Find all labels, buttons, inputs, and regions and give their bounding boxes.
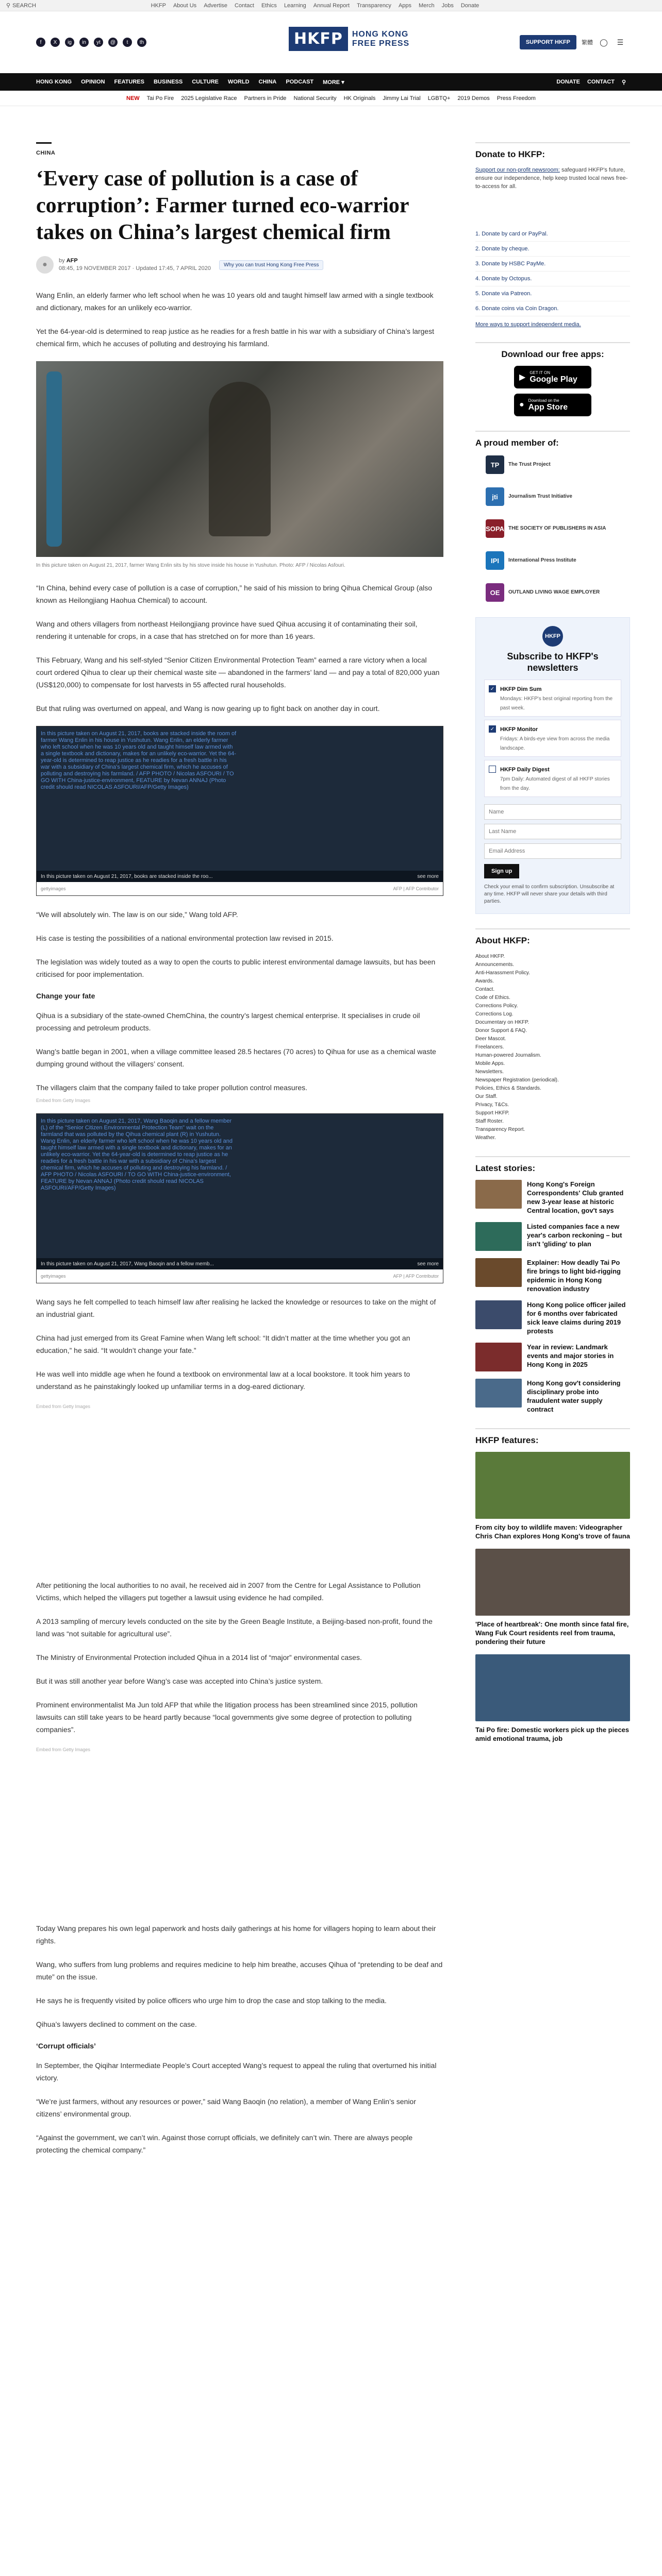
- trending-link[interactable]: 2019 Demos: [457, 95, 490, 101]
- newsletter-option[interactable]: HKFP Daily Digest 7pm Daily: Automated digest of all HKFP stories from the day.: [484, 760, 621, 797]
- checkbox-icon[interactable]: ✓: [489, 685, 496, 692]
- byline: ● by AFP 08:45, 19 NOVEMBER 2017 · Updated 17:45, 7 APRIL 2020 Why you can trust Hong Kong Free Press: [36, 256, 443, 274]
- paragraph: “We will absolutely win. The law is on our side,” Wang told AFP.: [36, 910, 238, 919]
- feature-image[interactable]: [475, 1452, 630, 1519]
- about-link[interactable]: Mobile Apps.: [475, 1060, 505, 1066]
- first-name-input[interactable]: [484, 804, 621, 820]
- story-title[interactable]: Listed companies face a new year's carbon reckoning – but isn't 'gliding' to plan: [527, 1223, 622, 1248]
- avatar: ●: [36, 256, 54, 274]
- donate-method-link[interactable]: 2. Donate by cheque.: [475, 242, 630, 257]
- newsletter-widget: [475, 617, 630, 914]
- trending-link[interactable]: Jimmy Lai Trial: [383, 95, 421, 101]
- story-item[interactable]: [475, 1222, 630, 1251]
- paragraph: He was well into middle age when he found a textbook on environmental law at a local bookstore. It took him years to understand as he painstakingly looked up unfamiliar terms in a dog-eared dictionary.: [36, 1370, 410, 1391]
- paragraph: In September, the Qiqihar Intermediate People’s Court accepted Wang’s request to appeal the ruling that overturned his initial victory.: [36, 2061, 437, 2082]
- embed-note[interactable]: Embed from Getty Images: [36, 1404, 91, 1409]
- email-input[interactable]: [484, 843, 621, 859]
- search-icon: ⚲: [6, 3, 11, 9]
- story-item[interactable]: [475, 1379, 630, 1414]
- photo-caption: In this picture taken on August 21, 2017, farmer Wang Enlin sits by his stove inside his house in Yushutun. Photo: AFP / Nicolas Asfouri.: [36, 563, 345, 568]
- getty-embed[interactable]: [36, 1113, 443, 1283]
- feature-item[interactable]: [475, 1549, 630, 1646]
- checkbox-icon[interactable]: [489, 766, 496, 773]
- feature-image[interactable]: [475, 1654, 630, 1721]
- feature-title[interactable]: 'Place of heartbreak': One month since fatal fire, Wang Fuk Court residents reel from trauma, pondering their future: [475, 1620, 629, 1646]
- user-icon[interactable]: ◯: [600, 38, 608, 46]
- hkfp-badge: HKFP: [542, 626, 563, 647]
- utility-link[interactable]: Apps: [398, 2, 412, 9]
- feature-image[interactable]: [475, 1549, 630, 1616]
- top-utility-bar: [0, 0, 662, 11]
- about-link[interactable]: Corrections Policy.: [475, 1003, 518, 1009]
- paragraph: “We’re just farmers, without any resources or power,” said Wang Baoqin (no relation), a member of Wang Enlin’s senior citizens’ environmental group.: [36, 2097, 416, 2118]
- about-link[interactable]: Freelancers.: [475, 1044, 504, 1050]
- nav-item[interactable]: BUSINESS: [153, 79, 183, 85]
- article-category[interactable]: CHINA: [36, 150, 56, 156]
- paragraph: Prominent environmentalist Ma Jun told AFP that while the litigation process has been streamlined since 2015, pollution lawsuits can still take years to be heard partly because “local governments give some degree of protection to polluting companies”.: [36, 1701, 418, 1734]
- utility-link[interactable]: Ethics: [261, 2, 277, 9]
- publish-date: 08:45, 19 NOVEMBER 2017 · Updated 17:45, 7 APRIL 2020: [59, 265, 211, 272]
- story-thumbnail[interactable]: [475, 1222, 522, 1251]
- play-icon: ▶: [519, 373, 526, 382]
- story-thumbnail[interactable]: [475, 1343, 522, 1371]
- donate-methods: [475, 227, 630, 316]
- story-item[interactable]: [475, 1258, 630, 1293]
- trending-link[interactable]: Tai Po Fire: [146, 95, 174, 101]
- about-link[interactable]: Awards.: [475, 978, 494, 984]
- paragraph: Wang says he felt compelled to teach himself law after realising he lacked the knowledge or resources to take on the might of an industrial giant.: [36, 1298, 436, 1318]
- about-link[interactable]: Weather.: [475, 1134, 496, 1141]
- paragraph: “Against the government, we can’t win. Against those corrupt officials, we definitely can’t win. There are always people protecting the chemical company.”: [36, 2133, 413, 2154]
- apps-widget: [475, 342, 630, 416]
- utility-link[interactable]: Annual Report: [313, 2, 350, 9]
- nav-item[interactable]: MORE ▾: [323, 79, 344, 86]
- paragraph: The villagers claim that the company failed to take proper pollution control measures.: [36, 1083, 308, 1092]
- member-logo[interactable]: IPI International Press Institute: [486, 550, 630, 571]
- about-link[interactable]: Our Staff.: [475, 1093, 498, 1099]
- story-title[interactable]: Hong Kong gov't considering disciplinary probe into fraudulent water supply contract: [527, 1379, 621, 1413]
- embed-credit: AFP | AFP Contributor: [393, 886, 439, 891]
- subscribe-note: Check your email to confirm subscription. Unsubscribe at any time. HKFP will never share your details with third parties.: [484, 884, 615, 904]
- trending-link[interactable]: HK Originals: [343, 95, 376, 101]
- site-logo[interactable]: [289, 27, 409, 51]
- article: [36, 142, 443, 2167]
- embed-bar-caption: In this picture taken on August 21, 2017, Wang Baoqin and a fellow memb...: [41, 1261, 214, 1267]
- donate-method-link[interactable]: 5. Donate via Patreon.: [475, 286, 630, 301]
- member-logo[interactable]: jti Journalism Trust Initiative: [486, 486, 630, 507]
- nav-item[interactable]: HONG KONG: [36, 79, 72, 85]
- newsletter-title: Subscribe to HKFP's newsletters: [507, 651, 599, 673]
- donate-method-link[interactable]: 1. Donate by card or PayPal.: [475, 227, 630, 242]
- features-title: HKFP features:: [475, 1435, 539, 1445]
- embed-bar-caption: In this picture taken on August 21, 2017, books are stacked inside the roo...: [41, 873, 213, 879]
- about-link[interactable]: Transparency Report.: [475, 1126, 525, 1132]
- story-title[interactable]: Hong Kong's Foreign Correspondents' Club granted new 3-year lease at historic Central location, gov't says: [527, 1180, 624, 1214]
- about-link[interactable]: Newsletters.: [475, 1069, 504, 1075]
- subheading: ‘Corrupt officials’: [36, 2042, 96, 2050]
- new-badge: NEW: [126, 95, 140, 101]
- linkedin-icon[interactable]: in: [79, 38, 89, 47]
- sign-up-button[interactable]: Sign up: [484, 864, 519, 878]
- utility-link[interactable]: Merch: [419, 2, 435, 9]
- paragraph: A 2013 sampling of mercury levels conducted on the site by the Green Beagle Institute, a Beijing-based non-profit, found the land was “not suitable for agricultural use”.: [36, 1617, 433, 1638]
- paragraph: After petitioning the local authorities to no avail, he received aid in 2007 from the Centre for Legal Assistance to Pollution Victims, which helped the villagers put together a lawsuit using evidence he had compiled.: [36, 1581, 421, 1602]
- story-item[interactable]: [475, 1343, 630, 1371]
- donate-widget: Donate to HKFP: Support our non-profit newsroom: safeguard HKFP's future, ensure our independence, help keep trusted local news free-to-access for all. 1. Donate by card or PayPal. 2. Donate by cheque. 3. Donate by HSBC PayMe. 4. Donate by Octopus. 5. Donate via Patreon. 6. Donate coins via Coin Dragon. More ways to support independent media.: [475, 142, 630, 328]
- utility-link[interactable]: About Us: [173, 2, 197, 9]
- donate-title: Donate to HKFP:: [475, 149, 545, 159]
- about-link[interactable]: Announcements.: [475, 961, 515, 968]
- feature-title[interactable]: From city boy to wildlife maven: Videographer Chris Chan explores Hong Kong's trove of fauna: [475, 1523, 630, 1540]
- latest-stories-widget: [475, 1156, 630, 1414]
- last-name-input[interactable]: [484, 824, 621, 839]
- google-play-button[interactable]: ▶ GET IT ON Google Play: [514, 366, 591, 388]
- member-widget: [475, 431, 630, 603]
- about-link[interactable]: Code of Ethics.: [475, 994, 510, 1001]
- embed-see-more[interactable]: see more: [417, 873, 439, 879]
- feature-title[interactable]: Tai Po fire: Domestic workers pick up the pieces amid emotional trauma, job: [475, 1726, 630, 1742]
- logo-line-2: FREE PRESS: [352, 39, 410, 48]
- nav-item[interactable]: WORLD: [227, 79, 250, 85]
- paragraph: Wang Enlin, an elderly farmer who left school when he was 10 years old and taught himself law armed with a single textbook and dictionary, makes for an unlikely eco-warrior.: [36, 291, 434, 312]
- about-title: About HKFP:: [475, 936, 530, 945]
- donate-method-link[interactable]: 3. Donate by HSBC PayMe.: [475, 257, 630, 272]
- lead-photo: [36, 361, 443, 557]
- nav-item[interactable]: PODCAST: [286, 79, 314, 85]
- member-logo[interactable]: OE OUTLAND LIVING WAGE EMPLOYER: [486, 582, 630, 603]
- features-widget: [475, 1428, 630, 1743]
- trending-link[interactable]: LGBTQ+: [427, 95, 451, 101]
- story-item[interactable]: [475, 1180, 630, 1215]
- tiktok-icon[interactable]: th: [137, 38, 146, 47]
- social-links: [36, 38, 146, 47]
- paragraph: “In China, behind every case of pollution is a case of corruption,” he said of his mission to bring Qihua Chemical Group (also known as Heilongjiang Haohua Chemical) to account.: [36, 584, 433, 604]
- paragraph: Today Wang prepares his own legal paperwork and hosts daily gatherings at his home for villagers hoping to learn about their rights.: [36, 1924, 436, 1945]
- about-link[interactable]: Anti-Harassment Policy.: [475, 970, 530, 976]
- nav-donate[interactable]: DONATE: [556, 79, 580, 85]
- about-link[interactable]: Privacy, T&Cs.: [475, 1101, 509, 1108]
- threads-icon[interactable]: @: [108, 38, 118, 47]
- story-title[interactable]: Explainer: How deadly Tai Po fire brings to light bid-rigging epidemic in Hong Kong renovation industry: [527, 1259, 621, 1293]
- embed-caption: In this picture taken on August 21, 2017, Wang Baoqin and a fellow member (L) of the "Senior Citizen Environmental Protection Team" wait on the farmland that was polluted by the Qihua chemical plant (R) in Yushutun. Wang Enlin, an elderly farmer who left school when he was 10 years old and taught himself law armed with a single textbook and dictionary, makes for an unlikely eco-warrior. Yet the 64-year-old is determined to reap justice as he readies for a fresh battle in his war with a subsidiary of China's largest chemical firm, which he accuses of polluting and destroying his farmland. / AFP PHOTO / Nicolas ASFOURI / TO GO WITH China-justice-environment, FEATURE by Nevan ANNAJ (Photo credit should read NICOLAS ASFOURI/AFP/Getty Images): [41, 1118, 233, 1191]
- about-link[interactable]: About HKFP.: [475, 953, 505, 959]
- utility-link[interactable]: Transparency: [357, 2, 391, 9]
- feature-item[interactable]: [475, 1452, 630, 1540]
- story-item[interactable]: [475, 1300, 630, 1335]
- instagram-icon[interactable]: ig: [65, 38, 74, 47]
- paragraph: Yet the 64-year-old is determined to reap justice as he readies for a fresh battle in his war with a subsidiary of China’s largest chemical firm, which he accuses of polluting and destroying his farmland.: [36, 327, 434, 348]
- paragraph: This February, Wang and his self-styled “Senior Citizen Environmental Protection Team” earned a rare victory when a local court ordered Qihua to clear up their chemical waste site — abandoned in the farmers’ land — and pay a total of 820,000 yuan (US$120,000) to compensate for lost harvests in 55 affected rural households.: [36, 656, 440, 689]
- more-ways-link[interactable]: More ways to support independent media.: [475, 321, 581, 328]
- about-link[interactable]: Documentary on HKFP.: [475, 1019, 529, 1025]
- main-nav: [0, 73, 662, 91]
- about-link[interactable]: Contact.: [475, 986, 495, 992]
- utility-link[interactable]: Contact: [235, 2, 254, 9]
- story-thumbnail[interactable]: [475, 1180, 522, 1209]
- about-link[interactable]: Newspaper Registration (periodical).: [475, 1077, 559, 1083]
- utility-links: [151, 3, 479, 9]
- x-icon[interactable]: X: [51, 38, 60, 47]
- utility-link[interactable]: Jobs: [441, 2, 454, 9]
- author-name[interactable]: AFP: [66, 258, 78, 264]
- utility-link[interactable]: HKFP: [151, 2, 166, 9]
- menu-icon[interactable]: ☰: [617, 38, 624, 46]
- about-link[interactable]: Deer Mascot.: [475, 1036, 506, 1042]
- paragraph: China had just emerged from its Great Famine when Wang left school: “It didn’t matter at the time whether you got an education,” he said. “It wouldn’t change your fate.”: [36, 1334, 410, 1354]
- trust-link[interactable]: Why you can trust Hong Kong Free Press: [219, 260, 324, 270]
- logo-mark: HKFP: [289, 27, 348, 51]
- about-link[interactable]: Staff Roster.: [475, 1118, 504, 1124]
- story-thumbnail[interactable]: [475, 1300, 522, 1329]
- trending-link[interactable]: National Security: [293, 95, 337, 101]
- getty-embed[interactable]: [36, 726, 443, 896]
- embed-see-more[interactable]: see more: [417, 1261, 439, 1267]
- about-link[interactable]: Corrections Log.: [475, 1011, 514, 1017]
- telegram-icon[interactable]: t: [123, 38, 132, 47]
- paragraph: His case is testing the possibilities of a national environmental protection law revised in 2015.: [36, 934, 334, 942]
- embed-note[interactable]: Embed from Getty Images: [36, 1747, 91, 1752]
- about-widget: [475, 928, 630, 1142]
- embed-note[interactable]: Embed from Getty Images: [36, 1098, 91, 1103]
- member-logo[interactable]: TP The Trust Project: [486, 454, 630, 475]
- nav-item[interactable]: FEATURES: [114, 79, 144, 85]
- latest-title: Latest stories:: [475, 1163, 536, 1173]
- language-switch[interactable]: 繁體: [582, 40, 593, 46]
- getty-logo[interactable]: gettyimages: [41, 1274, 66, 1279]
- donate-intro-link[interactable]: Support our non-profit newsroom:: [475, 167, 560, 173]
- paragraph: The legislation was widely touted as a way to open the courts to public interest environmental damage lawsuits, but has been criticised for poor implementation.: [36, 958, 436, 978]
- paragraph: But that ruling was overturned on appeal, and Wang is now gearing up to fight back on another day in court.: [36, 704, 380, 713]
- feature-item[interactable]: [475, 1654, 630, 1743]
- search-toggle[interactable]: ⚲ SEARCH: [6, 2, 36, 9]
- nav-item[interactable]: CULTURE: [192, 79, 219, 85]
- paragraph: But it was still another year before Wang’s case was accepted into China’s justice system.: [36, 1677, 323, 1685]
- story-title[interactable]: Hong Kong police officer jailed for 6 months over fabricated sick leave claims during 2019 protests: [527, 1301, 626, 1335]
- apps-title: Download our free apps:: [501, 349, 604, 359]
- paragraph: Qihua’s lawyers declined to comment on the case.: [36, 2020, 197, 2028]
- utility-link[interactable]: Donate: [460, 2, 479, 9]
- paragraph: Wang’s battle began in 2001, when a village committee leased 28.5 hectares (70 acres) to Qihua for use as a chemical waste dumping ground without the villagers’ consent.: [36, 1047, 436, 1068]
- story-thumbnail[interactable]: [475, 1258, 522, 1287]
- nav-item[interactable]: OPINION: [81, 79, 105, 85]
- paragraph: The Ministry of Environmental Protection included Qihua in a 2014 list of “major” environmental cases.: [36, 1653, 362, 1662]
- about-link[interactable]: Donor Support & FAQ.: [475, 1027, 527, 1033]
- apple-icon: ●: [519, 400, 524, 409]
- nav-contact[interactable]: CONTACT: [587, 79, 615, 85]
- trending-bar: [0, 91, 662, 106]
- newsletter-option[interactable]: ✓ HKFP Monitor Fridays: A birds-eye view from across the media landscape.: [484, 720, 621, 757]
- newsletter-option[interactable]: ✓ HKFP Dim Sum Mondays: HKFP's best original reporting from the past week.: [484, 680, 621, 717]
- search-icon[interactable]: ⚲: [621, 79, 626, 86]
- trending-link[interactable]: Partners in Pride: [244, 95, 287, 101]
- subheading: Change your fate: [36, 992, 95, 1000]
- article-title: ‘Every case of pollution is a case of corruption’: Farmer turned eco-warrior takes on China’s largest chemical firm: [36, 167, 409, 244]
- sidebar: [475, 142, 630, 2167]
- about-link[interactable]: Human-powered Journalism.: [475, 1052, 541, 1058]
- trending-link[interactable]: Press Freedom: [496, 95, 536, 101]
- getty-logo[interactable]: gettyimages: [41, 886, 66, 891]
- paragraph: He says he is frequently visited by police officers who urge him to drop the case and stop talking to the media.: [36, 1996, 387, 2005]
- donate-method-link[interactable]: 6. Donate coins via Coin Dragon.: [475, 301, 630, 316]
- site-header: [0, 11, 662, 73]
- story-thumbnail[interactable]: [475, 1379, 522, 1408]
- app-store-button[interactable]: ● Download on the App Store: [514, 394, 591, 416]
- utility-link[interactable]: Advertise: [204, 2, 228, 9]
- member-logo[interactable]: SOPA THE SOCIETY OF PUBLISHERS IN ASIA: [486, 518, 630, 539]
- logo-line-1: HONG KONG: [352, 29, 409, 39]
- checkbox-icon[interactable]: ✓: [489, 725, 496, 733]
- embed-caption: In this picture taken on August 21, 2017, books are stacked inside the room of farmer Wang Enlin in his house in Yushutun. Wang Enlin, an elderly farmer who left school when he was 10 years old and taught himself law armed with a single textbook and dictionary, makes for an unlikely eco-warrior. Yet the 64-year-old is determined to reap justice as he readies for a fresh battle in his war with a subsidiary of China's largest chemical firm, which he accuses of polluting and destroying his farmland. / AFP PHOTO / Nicolas ASFOURI / TO GO WITH China-justice-environment, FEATURE by Nevan ANNAJ (Photo credit should read NICOLAS ASFOURI/AFP/Getty Images): [41, 731, 237, 790]
- embed-credit: AFP | AFP Contributor: [393, 1274, 439, 1279]
- member-title: A proud member of:: [475, 438, 559, 448]
- donate-method-link[interactable]: 4. Donate by Octopus.: [475, 272, 630, 286]
- about-link[interactable]: Policies, Ethics & Standards.: [475, 1085, 541, 1091]
- paragraph: Wang, who suffers from lung problems and requires medicine to help him breathe, accuses Qihua of “pretending to be deaf and mute” on the issue.: [36, 1960, 443, 1981]
- nav-item[interactable]: CHINA: [258, 79, 277, 85]
- paragraph: Qihua is a subsidiary of the state-owned ChemChina, the country’s largest chemical enterprise. It specialises in crude oil processing and petroleum products.: [36, 1011, 420, 1032]
- utility-link[interactable]: Learning: [284, 2, 306, 9]
- youtube-icon[interactable]: yt: [94, 38, 103, 47]
- about-link[interactable]: Support HKFP.: [475, 1110, 509, 1116]
- paragraph: Wang and others villagers from northeast Heilongjiang province have sued Qihua accusing it of contaminating their soil, rendering it untenable for crops, in a case that has stretched on for more than 16 years.: [36, 620, 418, 640]
- facebook-icon[interactable]: f: [36, 38, 45, 47]
- story-title[interactable]: Year in review: Landmark events and major stories in Hong Kong in 2025: [527, 1343, 614, 1368]
- trending-link[interactable]: 2025 Legislative Race: [181, 95, 237, 101]
- support-hkfp-button[interactable]: SUPPORT HKFP: [520, 35, 576, 49]
